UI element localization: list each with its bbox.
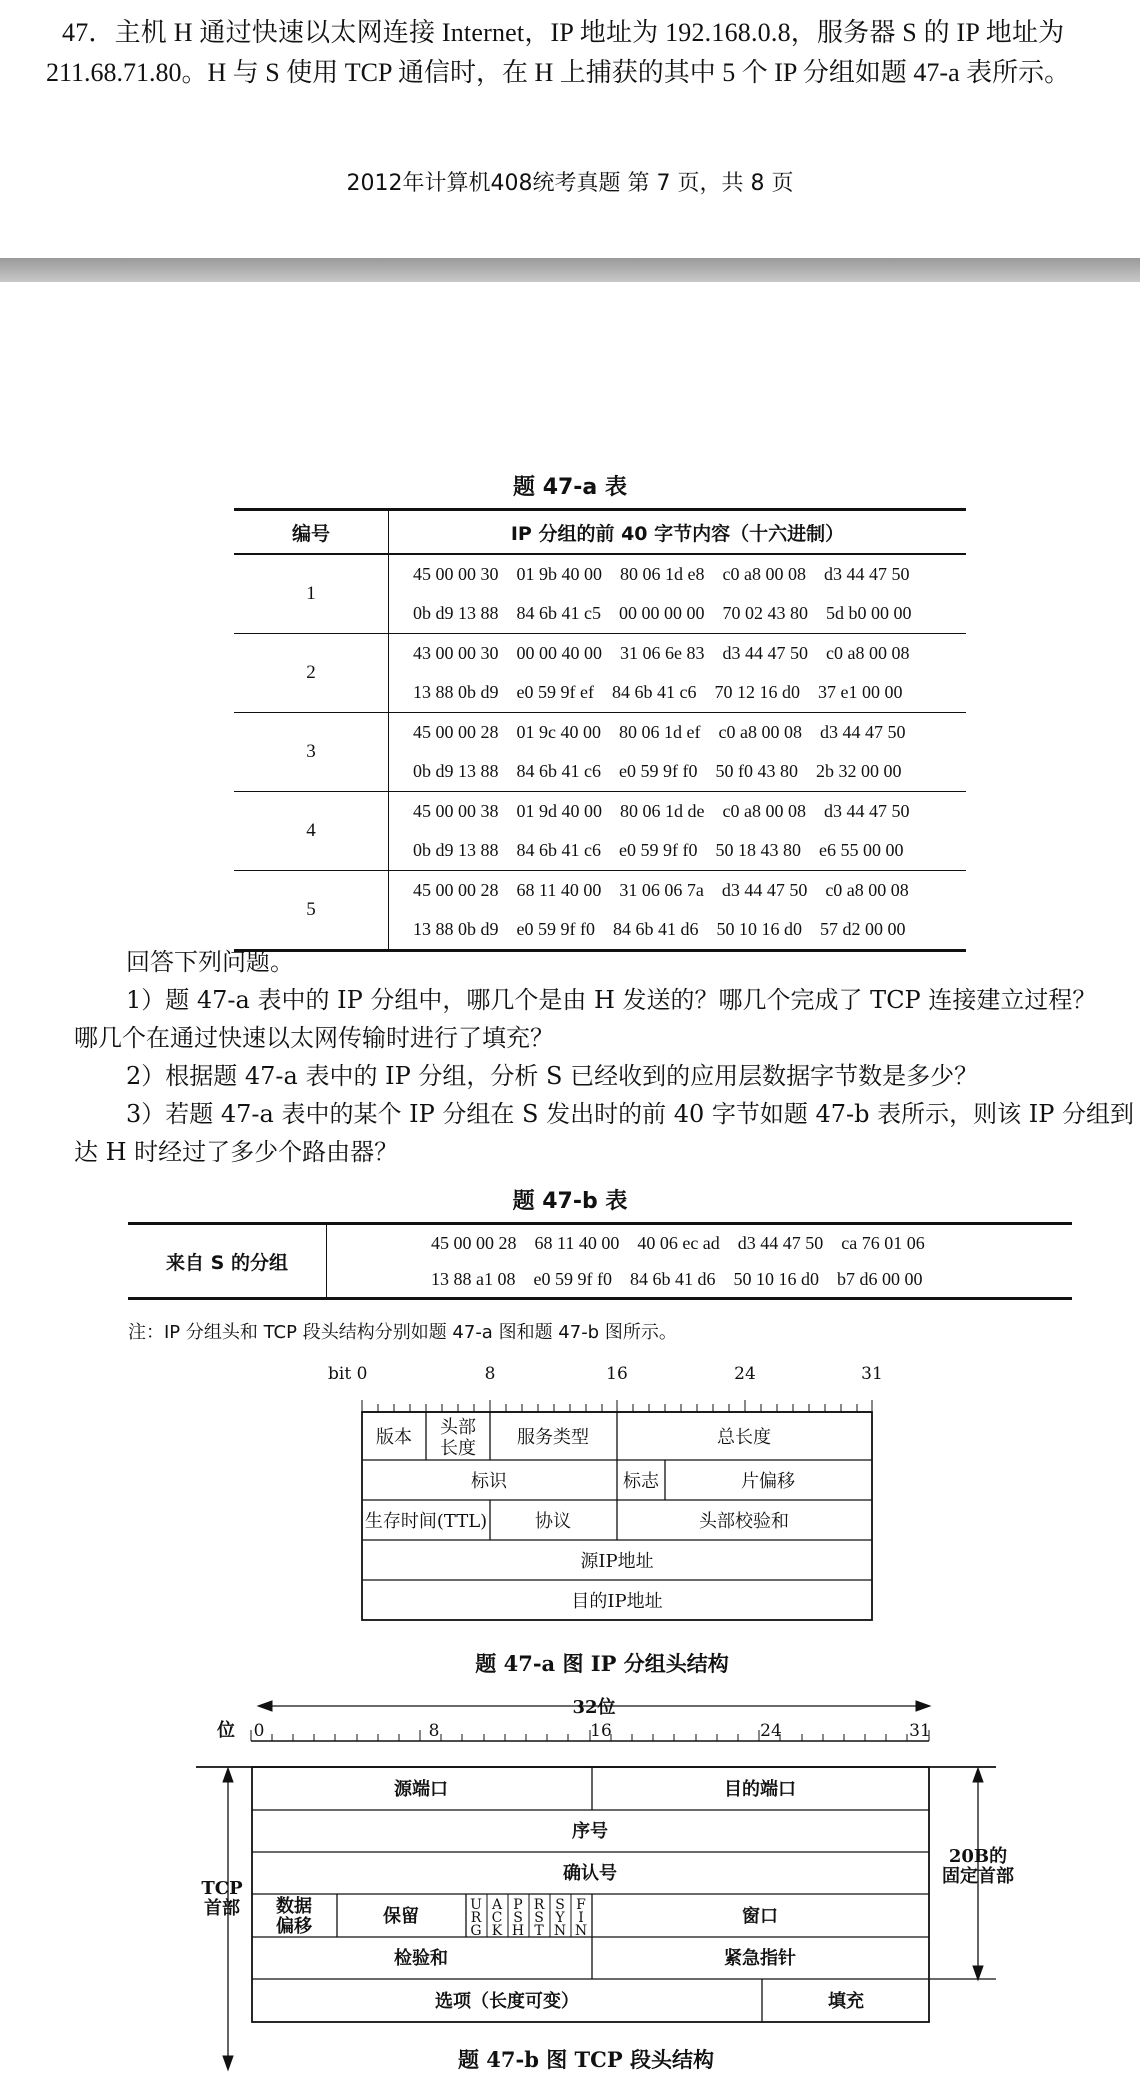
question-line-1: 47．主机 H 通过快速以太网连接 Internet，IP 地址为 192.168.0.8，服务器 S 的 IP 地址为	[62, 18, 1065, 47]
ip-field-dst-ip: 目的IP地址	[571, 1591, 663, 1612]
note: 注：IP 分组头和 TCP 段头结构分别如题 47-a 图和题 47-b 图所示。	[128, 1322, 677, 1343]
tcp-field-window: 窗口	[742, 1906, 778, 1927]
tcp-right-label: 20B的	[948, 1846, 1008, 1867]
tcp-field-dst-port: 目的端口	[724, 1779, 796, 1800]
tcp-flag-urg-3: G	[470, 1923, 482, 1939]
table-row	[128, 1224, 1072, 1262]
tcp-tick-0: 0	[253, 1721, 265, 1741]
tcp-flag-rst-3: T	[534, 1923, 544, 1939]
packet-number: 5	[234, 871, 389, 951]
tcp-flag-psh-2: S	[513, 1910, 523, 1926]
tcp-flag-ack-2: C	[491, 1910, 503, 1926]
table-a-caption: 题 47-a 表	[513, 475, 627, 500]
tcp-right-label-2: 固定首部	[942, 1866, 1014, 1887]
ip-field-ttl: 生存时间(TTL)	[364, 1511, 488, 1532]
tcp-flag-psh: P	[513, 1897, 523, 1913]
packet-number: 2	[234, 634, 389, 713]
tcp-tick-24: 24	[760, 1721, 782, 1741]
table-a-header-content: IP 分组的前 40 字节内容（十六进制）	[389, 510, 967, 555]
tcp-field-data-offset: 数据	[276, 1896, 312, 1917]
tcp-flag-syn: S	[555, 1897, 565, 1913]
question-1-line-2: 哪几个在通过快速以太网传输时进行了填充？	[74, 1024, 554, 1052]
tcp-field-src-port: 源端口	[394, 1779, 448, 1800]
tcp-flag-syn-2: Y	[555, 1910, 565, 1926]
ip-field-tos: 服务类型	[517, 1427, 589, 1448]
tcp-header-figure	[0, 1692, 1140, 2084]
question-3-line-1: 3）若题 47-a 表中的某个 IP 分组在 S 发出时的前 40 字节如题 47-b 表所示，则该 IP 分组到	[126, 1100, 1135, 1128]
tcp-flag-rst-2: S	[534, 1910, 544, 1926]
tcp-tick-16: 16	[590, 1721, 612, 1741]
ip-field-total-length: 总长度	[717, 1427, 771, 1448]
ip-tick-8: 8	[484, 1364, 496, 1384]
packet-hex-line: 45 00 00 30 01 9b 40 00 80 06 1d e8 c0 a8 00 08 d3 44 47 50	[413, 564, 910, 584]
table-row	[234, 634, 966, 674]
ip-tick-31: 31	[861, 1364, 883, 1384]
packet-hex-line: 0b d9 13 88 84 6b 41 c5 00 00 00 00 70 02 43 80 5d b0 00 00	[389, 594, 967, 634]
tcp-field-checksum: 检验和	[394, 1948, 448, 1969]
tcp-field-data-offset-2: 偏移	[276, 1916, 312, 1937]
ip-tick-24: 24	[734, 1364, 756, 1384]
ip-field-fragment-offset: 片偏移	[741, 1471, 795, 1492]
tcp-field-seq: 序号	[572, 1821, 608, 1842]
tcp-flag-urg: U	[470, 1897, 482, 1913]
ip-tick-16: 16	[606, 1364, 628, 1384]
tcp-flag-urg-2: R	[470, 1910, 482, 1926]
ip-bit-label: bit	[328, 1364, 352, 1384]
question-3-line-2: 达 H 时经过了多少个路由器？	[74, 1138, 399, 1166]
tcp-width-label: 32位	[572, 1697, 616, 1718]
ip-field-src-ip: 源IP地址	[580, 1551, 654, 1572]
table-row	[234, 713, 966, 753]
table-row	[234, 871, 966, 911]
table-row	[234, 554, 966, 594]
table-row	[234, 792, 966, 832]
tcp-flag-rst: R	[533, 1897, 545, 1913]
question-1-line-1: 1）题 47-a 表中的 IP 分组中，哪几个是由 H 发送的？哪几个完成了 TCP 连接建立过程？	[126, 986, 1097, 1014]
packet-hex-line: 45 00 00 28 68 11 40 00 40 06 ec ad d3 44 47 50 ca 76 01 06	[327, 1224, 1073, 1262]
table-a	[234, 508, 966, 952]
packet-number: 1	[234, 554, 389, 634]
packet-hex-line: 13 88 0b d9 e0 59 9f f0 84 6b 41 d6 50 10 16 d0 57 d2 00 00	[389, 910, 967, 951]
packet-hex-line: 0b d9 13 88 84 6b 41 c6 e0 59 9f f0 50 f0 43 80 2b 32 00 00	[389, 752, 967, 792]
ip-field-ihl: 头部	[440, 1417, 476, 1438]
page-footer: 2012年计算机408统考真题 第 7 页，共 8 页	[346, 171, 794, 196]
ip-tick-0: 0	[356, 1364, 368, 1384]
tcp-flag-fin-3: N	[574, 1923, 588, 1939]
tcp-field-ack: 确认号	[563, 1863, 617, 1884]
packet-hex-line: 45 00 00 28 01 9c 40 00 80 06 1d ef c0 a8 00 08 d3 44 47 50	[413, 722, 906, 742]
ip-field-ihl-2: 长度	[440, 1438, 476, 1459]
ip-field-protocol: 协议	[535, 1511, 571, 1532]
packet-number: 4	[234, 792, 389, 871]
question-line-2: 211.68.71.80。H 与 S 使用 TCP 通信时，在 H 上捕获的其中 5 个 IP 分组如题 47-a 表所示。	[46, 58, 1071, 87]
tcp-tick-8: 8	[428, 1721, 440, 1741]
ip-figure-caption: 题 47-a 图 IP 分组头结构	[475, 1651, 729, 1676]
packet-hex-line: 0b d9 13 88 84 6b 41 c6 e0 59 9f f0 50 18 43 80 e6 55 00 00	[389, 831, 967, 871]
packet-hex-line: 45 00 00 28 68 11 40 00 31 06 06 7a d3 44 47 50 c0 a8 00 08	[413, 880, 909, 900]
tcp-flag-ack: A	[491, 1897, 503, 1913]
tcp-left-label: TCP	[201, 1878, 243, 1899]
tcp-field-reserved: 保留	[383, 1906, 419, 1927]
tcp-field-urgent-pointer: 紧急指针	[724, 1948, 796, 1969]
packet-number: 3	[234, 713, 389, 792]
table-a-header-num: 编号	[234, 510, 389, 555]
tcp-figure-caption: 题 47-b 图 TCP 段头结构	[458, 2047, 714, 2072]
packet-hex-line: 43 00 00 30 00 00 40 00 31 06 6e 83 d3 44 47 50 c0 a8 00 08	[413, 643, 910, 663]
table-b	[128, 1222, 1072, 1300]
tcp-pos-label: 位	[217, 1720, 235, 1741]
tcp-flag-syn-3: N	[553, 1923, 567, 1939]
ip-field-version: 版本	[376, 1427, 412, 1448]
tcp-flag-psh-3: H	[511, 1923, 525, 1939]
ip-header-figure	[0, 1360, 1140, 1680]
tcp-flag-ack-3: K	[491, 1923, 503, 1939]
tcp-flag-fin: F	[576, 1897, 586, 1913]
page-separator	[0, 258, 1140, 282]
ip-field-flags: 标志	[623, 1471, 659, 1492]
packet-hex-line: 13 88 0b d9 e0 59 9f ef 84 6b 41 c6 70 12 16 d0 37 e1 00 00	[389, 673, 967, 713]
tcp-flag-fin-2: I	[578, 1910, 584, 1926]
tcp-left-label-2: 首部	[204, 1898, 240, 1919]
ip-field-identification: 标识	[471, 1471, 507, 1492]
tcp-field-options: 选项（长度可变）	[435, 1991, 579, 2012]
tcp-field-padding: 填充	[828, 1991, 864, 2012]
table-b-caption: 题 47-b 表	[512, 1189, 628, 1214]
packet-hex-line: 45 00 00 38 01 9d 40 00 80 06 1d de c0 a8 00 08 d3 44 47 50	[413, 801, 910, 821]
table-b-label: 来自 S 的分组	[128, 1224, 327, 1299]
answer-intro: 回答下列问题。	[126, 948, 294, 976]
tcp-tick-31: 31	[909, 1721, 931, 1741]
question-2: 2）根据题 47-a 表中的 IP 分组，分析 S 已经收到的应用层数据字节数是多少？	[126, 1062, 979, 1090]
packet-hex-line: 13 88 a1 08 e0 59 9f f0 84 6b 41 d6 50 10 16 d0 b7 d6 00 00	[327, 1261, 1073, 1299]
ip-field-header-checksum: 头部校验和	[699, 1511, 789, 1532]
